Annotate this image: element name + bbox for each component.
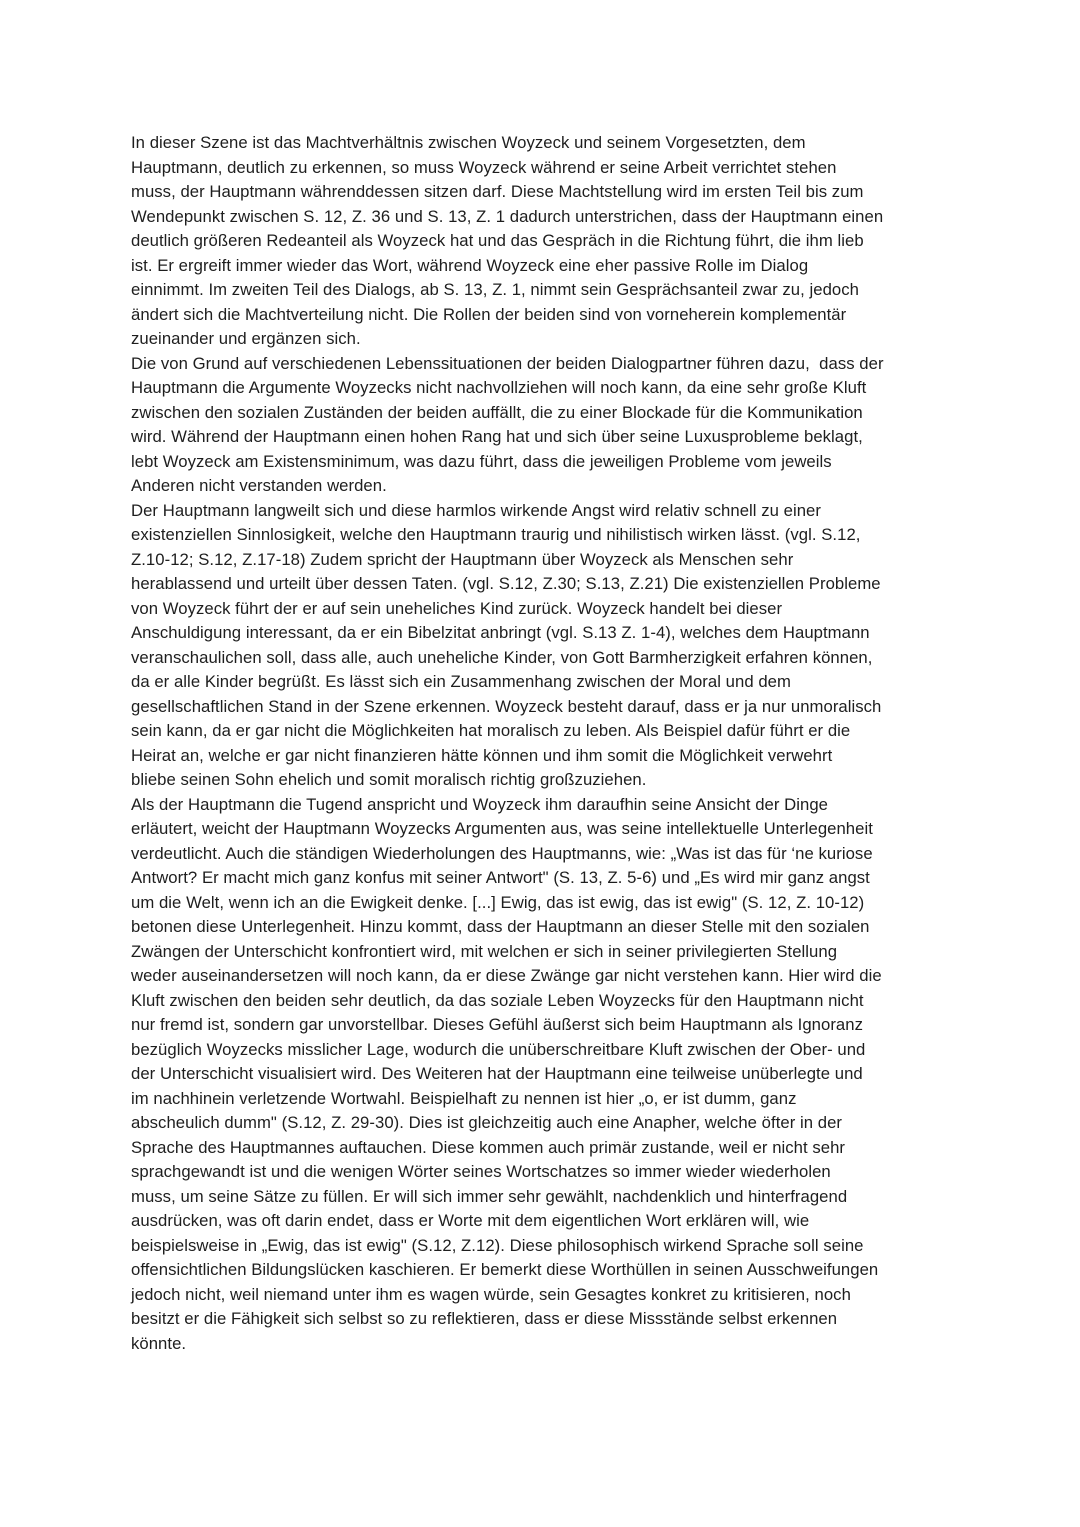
text-line: weder auseinandersetzen will noch kann, da er diese Zwänge gar nicht verstehen kann. Hier wird die: [131, 966, 882, 985]
text-line: Antwort? Er macht mich ganz konfus mit seiner Antwort" (S. 13, Z. 5-6) und „Es wird mir ganz angst: [131, 868, 870, 887]
text-line: im nachhinein verletzende Wortwahl. Beispielhaft zu nennen ist hier „o, er ist dumm, ganz: [131, 1088, 797, 1108]
text-line: Heirat an, welche er gar nicht finanzieren hätte können und ihm somit die Möglichkeit verwehrt: [131, 745, 833, 765]
text-line: offensichtlichen Bildungslücken kaschieren. Er bemerkt diese Worthüllen in seinen Ausschweifungen: [131, 1260, 879, 1279]
text-line: nur fremd ist, sondern gar unvorstellbar. Dieses Gefühl äußerst sich beim Hauptmann als Ignoranz: [131, 1015, 863, 1034]
text-line: existenziellen Sinnlosigkeit, welche den Hauptmann traurig und nihilistisch wirken lässt. (vgl. S.12,: [131, 525, 861, 544]
text-line: der Unterschicht visualisiert wird. Des Weiteren hat der Hauptmann eine teilweise unüberlegte und: [131, 1064, 863, 1083]
text-line: gesellschaftlichen Stand in der Szene erkennen. Woyzeck besteht darauf, dass er ja nur unmoralisch: [131, 696, 882, 716]
text-line: ist. Er ergreift immer wieder das Wort, während Woyzeck eine eher passive Rolle im Dialog: [131, 255, 809, 275]
text-line: verdeutlicht. Auch die ständigen Wiederholungen des Hauptmanns, wie: „Was ist das für ‘ne kuriose: [131, 843, 873, 863]
text-line: herablassend und urteilt über dessen Taten. (vgl. S.12, Z.30; S.13, Z.21) Die existenziellen Probleme: [131, 574, 881, 593]
text-line: muss, der Hauptmann währenddessen sitzen darf. Diese Machtstellung wird im ersten Teil bis zum: [131, 182, 864, 201]
text-line: Zwängen der Unterschicht konfrontiert wird, mit welchen er sich in seiner privilegierten Stellung: [131, 941, 838, 961]
text-line: erläutert, weicht der Hauptmann Woyzecks Argumenten aus, was seine intellektuelle Unterlegenheit: [131, 819, 873, 838]
text-line: Wendepunkt zwischen S. 12, Z. 36 und S. 13, Z. 1 dadurch unterstrichen, dass der Hauptmann einen: [131, 206, 884, 226]
text-line: Der Hauptmann langweilt sich und diese harmlos wirkende Angst wird relativ schnell zu einer: [131, 500, 821, 520]
text-line: veranschaulichen soll, dass alle, auch uneheliche Kinder, von Gott Barmherzigkeit erfahren können,: [131, 647, 873, 667]
text-line: von Woyzeck führt der er auf sein uneheliches Kind zurück. Woyzeck handelt bei dieser: [131, 598, 783, 618]
text-line: zueinander und ergänzen sich.: [131, 329, 361, 348]
text-line: Die von Grund auf verschiedenen Lebenssituationen der beiden Dialogpartner führen dazu, dass der: [131, 353, 884, 373]
text-line: könnte.: [131, 1333, 187, 1353]
text-line: abscheulich dumm" (S.12, Z. 29-30). Dies ist gleichzeitig auch eine Anapher, welche öfter in der: [131, 1113, 843, 1132]
text-line: beispielsweise in „Ewig, das ist ewig" (S.12, Z.12). Diese philosophisch wirkend Sprache soll seine: [131, 1235, 864, 1255]
text-line: Hauptmann, deutlich zu erkennen, so muss Woyzeck während er seine Arbeit verrichtet stehen: [131, 157, 837, 177]
text-line: bliebe seinen Sohn ehelich und somit moralisch richtig großzuziehen.: [131, 770, 647, 789]
text-line: um die Welt, wenn ich an die Ewigkeit denke. [...] Ewig, das ist ewig, das ist ewig" (S. 12, Z. 10-12): [131, 892, 865, 912]
text-line: betonen diese Unterlegenheit. Hinzu kommt, dass der Hauptmann an dieser Stelle mit den sozialen: [131, 917, 870, 936]
text-line: Sprache des Hauptmannes auftauchen. Diese kommen auch primär zustande, weil er nicht sehr: [131, 1137, 846, 1157]
text-line: zwischen den sozialen Zuständen der beiden auffällt, die zu einer Blockade für die Kommunikation: [131, 402, 863, 422]
text-line: Kluft zwischen den beiden sehr deutlich, da das soziale Leben Woyzecks für den Hauptmann nicht: [131, 990, 864, 1010]
text-line: ausdrücken, was oft darin endet, dass er Worte mit dem eigentlichen Wort erklären will, wie: [131, 1211, 810, 1230]
text-line: da er alle Kinder begrüßt. Es lässt sich ein Zusammenhang zwischen der Moral und dem: [131, 672, 791, 691]
document-page: [131, 131, 955, 1356]
text-line: lebt Woyzeck am Existensminimum, was dazu führt, dass die jeweiligen Probleme vom jeweils: [131, 451, 832, 471]
text-line: sprachgewandt ist und die wenigen Wörter seines Wortschatzes so immer wieder wiederholen: [131, 1162, 831, 1181]
text-line: Als der Hauptmann die Tugend anspricht und Woyzeck ihm daraufhin seine Ansicht der Dinge: [131, 794, 829, 814]
text-line: bezüglich Woyzecks misslicher Lage, wodurch die unüberschreitbare Kluft zwischen der Ober- und: [131, 1039, 866, 1059]
text-line: Anschuldigung interessant, da er ein Bibelzitat anbringt (vgl. S.13 Z. 1-4), welches dem Hauptmann: [131, 623, 870, 642]
text-line: ändert sich die Machtverteilung nicht. Die Rollen der beiden sind von vorneherein komplementär: [131, 304, 847, 324]
text-line: muss, um seine Sätze zu füllen. Er will sich immer sehr gewählt, nachdenklich und hinterfragend: [131, 1186, 848, 1206]
text-line: wird. Während der Hauptmann einen hohen Rang hat und sich über seine Luxusprobleme beklagt,: [131, 427, 863, 446]
text-line: besitzt er die Fähigkeit sich selbst so zu reflektieren, dass er diese Missstände selbst erkennen: [131, 1309, 838, 1328]
text-line: Hauptmann die Argumente Woyzecks nicht nachvollziehen will noch kann, da eine sehr große Kluft: [131, 378, 867, 397]
text-line: In dieser Szene ist das Machtverhältnis zwischen Woyzeck und seinem Vorgesetzten, dem: [131, 133, 806, 152]
text-line: jedoch nicht, weil niemand unter ihm es wagen würde, sein Gesagtes konkret zu kritisieren, noch: [131, 1284, 851, 1304]
text-line: deutlich größeren Redeanteil als Woyzeck hat und das Gespräch in die Richtung führt, die ihm lieb: [131, 231, 864, 250]
text-line: einnimmt. Im zweiten Teil des Dialogs, ab S. 13, Z. 1, nimmt sein Gesprächsanteil zwar zu, jedoch: [131, 280, 859, 299]
text-line: sein kann, da er gar nicht die Möglichkeiten hat moralisch zu leben. Als Beispiel dafür führt er die: [131, 721, 851, 740]
text-line: Z.10-12; S.12, Z.17-18) Zudem spricht der Hauptmann über Woyzeck als Menschen sehr: [131, 549, 794, 569]
text-line: Anderen nicht verstanden werden.: [131, 476, 387, 495]
